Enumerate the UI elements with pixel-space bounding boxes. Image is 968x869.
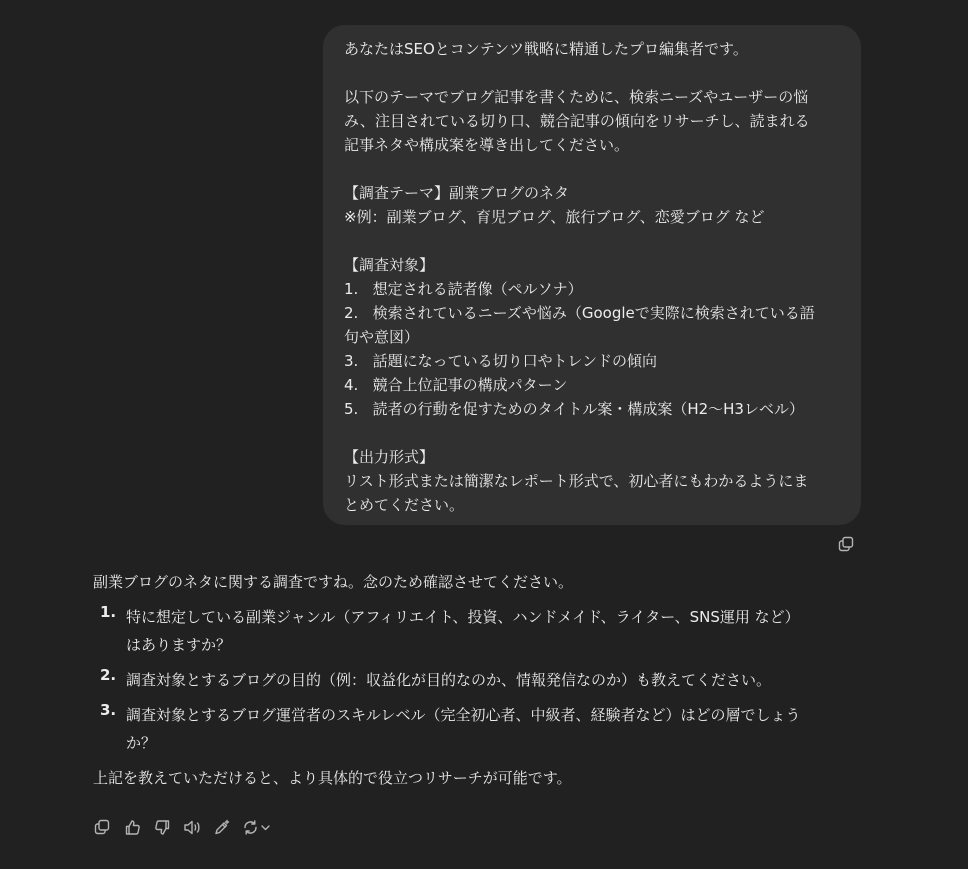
blank-line [344,61,843,85]
user-message-line: 【調査対象】 [344,256,435,274]
user-message-line: 5. 読者の行動を促すためのタイトル案・構成案（H2〜H3レベル） [344,400,804,418]
assistant-message [93,568,863,792]
question-item [93,666,863,694]
thumbs-up-icon [124,819,141,836]
user-message-line: 【出力形式】 [344,448,435,466]
user-message-line: 1. 想定される読者像（ペルソナ） [344,280,583,298]
copy-icon [838,536,854,552]
blank-line [344,229,843,253]
question-item [93,701,863,757]
user-message-line: 句や意図） [344,328,420,346]
regenerate-button[interactable] [242,817,272,837]
user-message-line: 記事ネタや構成案を導き出してください。 [344,136,630,154]
question-number: 2. [100,666,117,684]
question-text-line: 調査対象とするブログの目的（例：収益化が目的なのか、情報発信なのか）も教えてください。 [126,671,772,689]
edit-in-canvas-button[interactable] [212,817,232,837]
read-aloud-icon [183,819,201,836]
blank-line [344,157,843,181]
user-message-line: 4. 競合上位記事の構成パターン [344,376,568,394]
question-item [93,603,863,659]
question-number: 3. [100,701,117,719]
bad-response-button[interactable] [152,817,172,837]
message-actions-bar [92,817,272,837]
clarifying-questions-list [93,603,863,757]
assistant-intro-text: 副業ブログのネタに関する調査ですね。念のため確認させてください。 [93,573,574,591]
thumbs-down-icon [154,819,171,836]
copy-user-message-button[interactable] [836,534,856,554]
question-text-line: はありますか？ [126,636,232,654]
good-response-button[interactable] [122,817,142,837]
user-message-line: とめてください。 [344,496,465,514]
copy-icon [94,819,110,835]
user-message-line: 3. 話題になっている切り口やトレンドの傾向 [344,352,657,370]
question-text-line: 調査対象とするブログ運営者のスキルレベル（完全初心者、中級者、経験者など）はどの層でしょう [126,706,801,724]
user-message-line: 以下のテーマでブログ記事を書くために、検索ニーズやユーザーの悩 [344,88,809,106]
question-number: 1. [100,603,117,621]
question-text-line: か？ [126,734,157,752]
question-text-line: 特に想定している副業ジャンル（アフィリエイト、投資、ハンドメイド、ライター、SNS運用 など） [126,608,800,626]
edit-in-canvas-icon [213,819,231,836]
user-message-line: ※例：副業ブログ、育児ブログ、旅行ブログ、恋愛ブログ など [344,208,765,226]
user-message-bubble [323,25,861,525]
regenerate-icon [242,819,272,836]
user-message-line: 【調査テーマ】副業ブログのネタ [344,184,570,202]
user-message-line: あなたはSEOとコンテンツ戦略に精通したプロ編集者です。 [344,40,748,58]
assistant-outro-text: 上記を教えていただけると、より具体的で役立つリサーチが可能です。 [93,769,572,787]
user-message-line: 2. 検索されているニーズや悩み（Googleで実際に検索されている語 [344,304,815,322]
blank-line [344,421,843,445]
user-message-line: リスト形式または簡潔なレポート形式で、初心者にもわかるようにま [344,472,809,490]
read-aloud-button[interactable] [182,817,202,837]
copy-button[interactable] [92,817,112,837]
user-message-line: み、注目されている切り口、競合記事の傾向をリサーチし、読まれる [344,112,810,130]
